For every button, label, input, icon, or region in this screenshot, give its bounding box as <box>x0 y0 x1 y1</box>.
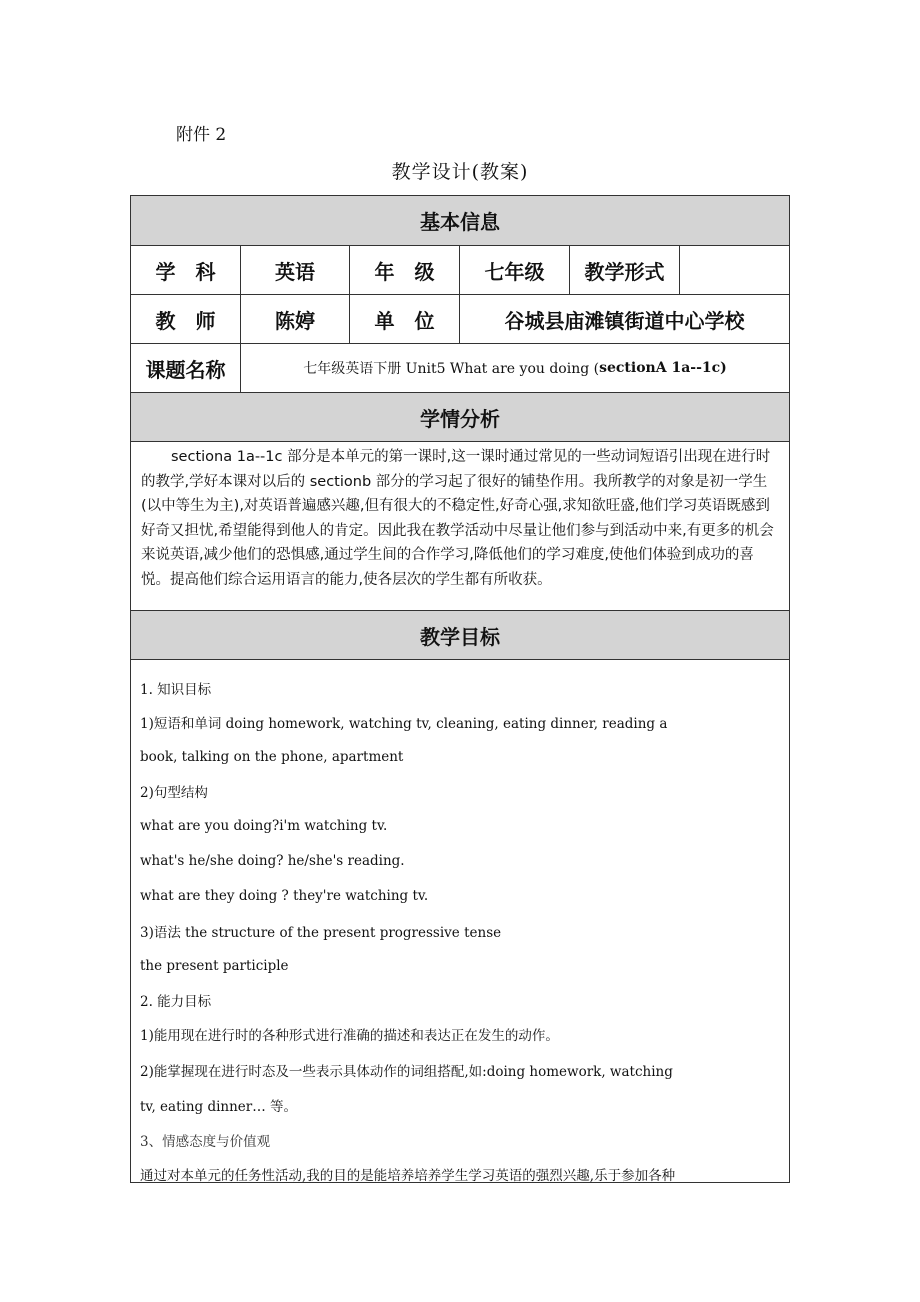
teaching-form-value <box>680 246 789 294</box>
attachment-label: 附件 2 <box>176 125 227 145</box>
subject-label: 学 科 <box>131 246 241 294</box>
topic-value <box>241 344 789 392</box>
grade-label: 年 级 <box>350 246 460 294</box>
goal-line: the present participle <box>140 958 289 974</box>
lesson-plan-table <box>130 195 790 1183</box>
subject-row <box>131 246 789 295</box>
teacher-label: 教 师 <box>131 295 241 343</box>
goal-line: 1)能用现在进行时的各种形式进行准确的描述和表达正在发生的动作。 <box>140 1028 559 1044</box>
basic-info-heading: 基本信息 <box>131 196 789 246</box>
goal-line: 2)能掌握现在进行时态及一些表示具体动作的词组搭配,如:doing homework, watching <box>140 1064 673 1080</box>
goal-line: 3、情感态度与价值观 <box>140 1134 271 1150</box>
goal-line: 2)句型结构 <box>140 785 208 801</box>
analysis-text: sectiona 1a--1c 部分是本单元的第一课时,这一课时通过常见的一些动词短语引出现在进行时的教学,学好本课对以后的 sectionb 部分的学习起了很好的铺垫作用。我所教学的对象是初一学生(以中等生为主),对英语普遍感兴趣,但有很大的不稳定性,好奇心强,求知欲旺盛,他们学习英语既感到好奇又担忧,希望能得到他人的肯定。因此我在教学活动中尽量让他们参与到活动中来,有更多的机会来说英语,减少他们的恐惧感,通过学生间的合作学习,降低他们的学习难度,使他们体验到成功的喜悦。提高他们综合运用语言的能力,使各层次的学生都有所收获。 <box>141 449 774 588</box>
teaching-form-label: 教学形式 <box>570 246 680 294</box>
unit-label: 单 位 <box>350 295 460 343</box>
analysis-body <box>131 442 789 611</box>
grade-value: 七年级 <box>460 246 570 294</box>
teacher-row <box>131 295 789 344</box>
goal-line: what are they doing ? they're watching tv. <box>140 888 429 904</box>
goal-line: tv, eating dinner… 等。 <box>140 1099 298 1115</box>
goal-line: what's he/she doing? he/she's reading. <box>140 853 405 869</box>
teacher-value: 陈婷 <box>241 295 350 343</box>
goals-heading: 教学目标 <box>131 611 789 660</box>
goal-line: 1)短语和单词 doing homework, watching tv, cleaning, eating dinner, reading a <box>140 716 668 732</box>
topic-row <box>131 344 789 393</box>
goal-line: 1. 知识目标 <box>140 682 212 698</box>
unit-value: 谷城县庙滩镇街道中心学校 <box>504 308 745 333</box>
topic-label: 课题名称 <box>131 344 241 392</box>
goal-line: 2. 能力目标 <box>140 994 212 1010</box>
page-title: 教学设计(教案) <box>391 161 529 183</box>
subject-value: 英语 <box>241 246 350 294</box>
goal-line: 3)语法 the structure of the present progressive tense <box>140 925 502 941</box>
topic-main: 七年级英语下册 Unit5 What are you doing ( <box>303 361 600 377</box>
goal-line: book, talking on the phone, apartment <box>140 749 404 765</box>
goal-line: what are you doing?i'm watching tv. <box>140 818 388 834</box>
analysis-heading: 学情分析 <box>131 393 789 442</box>
goal-line: 通过对本单元的任务性活动,我的目的是能培养培养学生学习英语的强烈兴趣,乐于参加各种 <box>140 1168 676 1183</box>
topic-section: sectionA 1a--1c) <box>599 360 727 376</box>
